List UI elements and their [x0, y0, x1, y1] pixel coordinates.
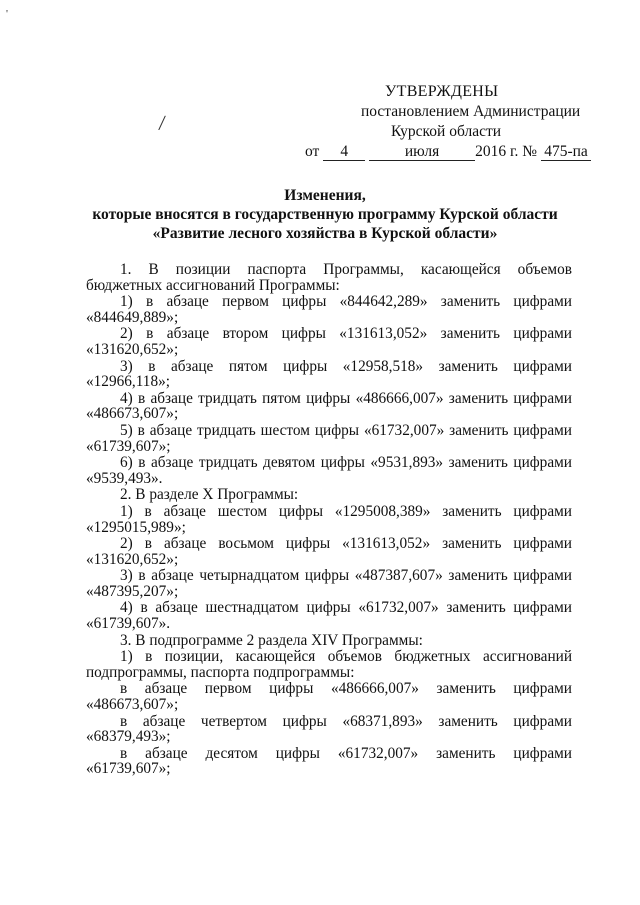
paragraph: 3. В подпрограмме 2 раздела XIV Программы: — [120, 631, 423, 649]
paragraph: 4) в абзаце тридцать пятом цифры «486666,007» заменить цифрами «486673,607»; — [86, 389, 572, 423]
document-number: 475-па — [541, 143, 591, 161]
document-heading — [60, 186, 590, 243]
paragraph: 2) в абзаце втором цифры «131613,052» заменить цифрами «131620,652»; — [86, 325, 572, 358]
paragraph: 3) в абзаце четырнадцатом цифры «487387,607» заменить цифрами «487395,207»; — [86, 567, 572, 600]
corner-mark: ' — [6, 8, 8, 20]
document-body — [86, 262, 572, 777]
paragraph: 6) в абзаце тридцать девятом цифры «9531,893» заменить цифрами «9539,493». — [86, 454, 572, 487]
paragraph: 3) в абзаце пятом цифры «12958,518» заменить цифрами «12966,118»; — [86, 357, 572, 391]
paragraph: в абзаце четвертом цифры «68371,893» заменить цифрами «68379,493»; — [86, 712, 572, 746]
heading-line-1: Изменения, — [284, 187, 366, 204]
paragraph: 4) в абзаце шестнадцатом цифры «61732,007» заменить цифрами «61739,607». — [86, 599, 572, 633]
approval-line-1: постановлением Администрации — [361, 103, 581, 120]
paragraph: 1) в позиции, касающейся объемов бюджетных ассигнований подпрограммы, паспорта подпрограммы: — [86, 648, 572, 681]
paragraph: 1) в абзаце первом цифры «844642,289» заменить цифрами «844649,889»; — [86, 293, 572, 326]
margin-pen-mark: / — [157, 109, 167, 136]
date-day: 4 — [323, 143, 365, 161]
paragraph: 1. В позиции паспорта Программы, касающейся объемов бюджетных ассигнований Программы: — [86, 261, 572, 294]
approval-title: УТВЕРЖДЕНЫ — [385, 83, 499, 100]
heading-line-3: «Развитие лесного хозяйства в Курской области» — [152, 225, 498, 242]
heading-line-2: которые вносятся в государственную программу Курской области — [92, 206, 558, 223]
date-year: 2016 г. № — [475, 143, 538, 160]
date-month: июля — [369, 143, 475, 161]
paragraph: 1) в абзаце шестом цифры «1295008,389» заменить цифрами «1295015,989»; — [86, 502, 572, 536]
approval-line-2: Курской области — [391, 123, 502, 140]
paragraph: 2. В разделе X Программы: — [120, 486, 299, 504]
approval-stamp — [305, 82, 588, 162]
paragraph: 2) в абзаце восьмом цифры «131613,052» заменить цифрами «131620,652»; — [86, 535, 572, 568]
date-prefix: от — [305, 143, 320, 160]
paragraph: 5) в абзаце тридцать шестом цифры «61732,007» заменить цифрами «61739,607»; — [86, 421, 572, 455]
approval-date-line — [305, 142, 588, 162]
paragraph: в абзаце десятом цифры «61732,007» заменить цифрами «61739,607»; — [86, 744, 572, 778]
paragraph: в абзаце первом цифры «486666,007» заменить цифрами «486673,607»; — [86, 680, 572, 714]
